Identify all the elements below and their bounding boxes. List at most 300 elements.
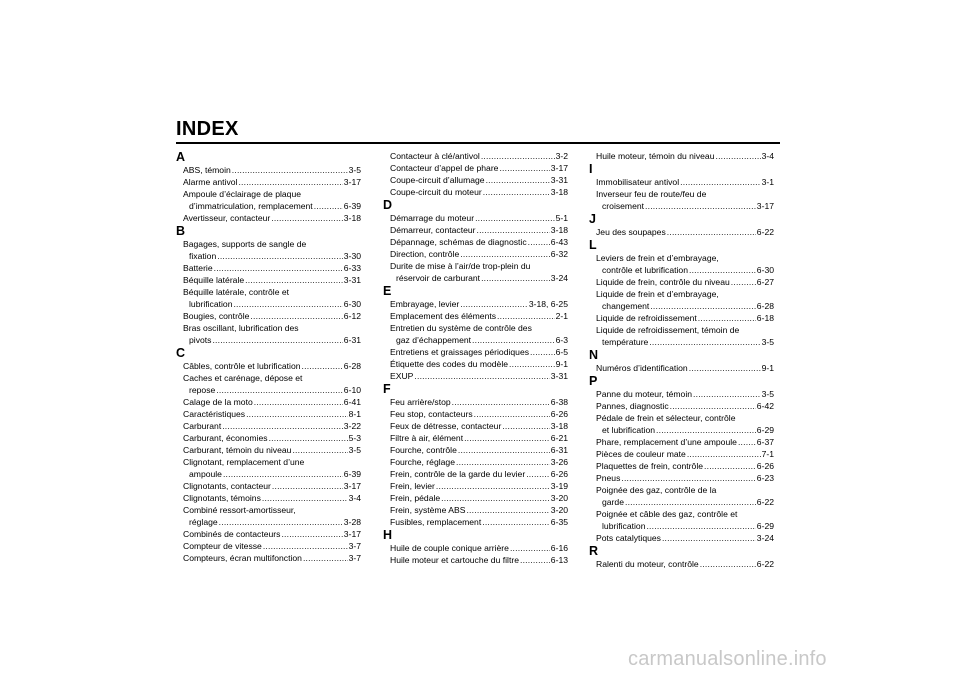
index-entry-page: 6-23	[756, 473, 774, 483]
index-entry-text: Huile de couple conique arrière	[390, 543, 509, 553]
index-section-letter: R	[589, 544, 599, 558]
dot-leader	[223, 468, 343, 480]
index-entry-page: 6-10	[343, 385, 361, 395]
dot-leader	[482, 516, 550, 528]
dot-leader	[246, 408, 347, 420]
index-entry	[383, 408, 568, 420]
index-entry-continued: Poignée et câble des gaz, contrôle et	[596, 509, 738, 519]
index-entry-page: 3-24	[756, 533, 774, 543]
dot-leader	[477, 224, 550, 236]
index-column-1	[176, 150, 361, 564]
index-column-3	[589, 150, 774, 570]
dot-leader	[302, 360, 343, 372]
index-entry-page: 3-5	[761, 337, 774, 347]
dot-leader	[272, 480, 343, 492]
index-column-2	[383, 150, 568, 566]
index-entry	[383, 396, 568, 408]
index-entry-text: Contacteur d’appel de phare	[390, 163, 499, 173]
index-entry-page: 3-18, 6-25	[528, 299, 568, 309]
index-entry-text: Carburant, économies	[183, 433, 268, 443]
index-entry-continued: Durite de mise à l’air/de trop-plein du	[390, 261, 531, 271]
index-entry-page: 5-3	[348, 433, 361, 443]
index-entry-text: lubrification	[189, 299, 233, 309]
index-entry-page: 3-17	[343, 177, 361, 187]
dot-leader	[497, 310, 555, 322]
index-entry	[589, 200, 774, 212]
index-entry	[176, 274, 361, 286]
index-entry-text: Numéros d’identification	[596, 363, 688, 373]
dot-leader	[700, 558, 756, 570]
index-entry	[176, 492, 361, 504]
index-entry	[589, 448, 774, 460]
index-entry	[383, 432, 568, 444]
index-entry	[589, 472, 774, 484]
index-entry	[589, 496, 774, 508]
title-rule	[176, 142, 780, 144]
index-entry	[589, 532, 774, 544]
index-entry-page: 6-27	[756, 277, 774, 287]
index-entry	[383, 420, 568, 432]
dot-leader	[689, 264, 756, 276]
index-section-letter: A	[176, 150, 186, 164]
index-entry-text: Huile moteur et cartouche du filtre	[390, 555, 519, 565]
index-entry-page: 6-39	[343, 201, 361, 211]
index-entry-text: Coupe-circuit du moteur	[390, 187, 482, 197]
index-entry	[383, 370, 568, 382]
index-entry-page: 3-18	[343, 213, 361, 223]
index-entry	[383, 150, 568, 162]
index-entry	[383, 212, 568, 224]
index-entry-text: Compteur de vitesse	[183, 541, 262, 551]
dot-leader	[222, 420, 343, 432]
dot-leader	[292, 444, 347, 456]
index-entry-page: 3-4	[761, 151, 774, 161]
index-entry	[589, 388, 774, 400]
index-entry-text: et lubrification	[602, 425, 656, 435]
index-entry	[383, 492, 568, 504]
index-entry-page: 3-31	[343, 275, 361, 285]
index-entry-text: Phare, remplacement d’une ampoule	[596, 437, 737, 447]
index-entry-text: Pannes, diagnostic	[596, 401, 669, 411]
index-entry	[383, 358, 568, 370]
dot-leader	[254, 396, 343, 408]
index-entry-page: 3-19	[550, 481, 568, 491]
index-entry	[176, 360, 361, 372]
index-entry-text: Feu arrière/stop	[390, 397, 451, 407]
page-title: INDEX	[176, 118, 239, 140]
dot-leader	[486, 174, 550, 186]
dot-leader	[481, 150, 555, 162]
index-entry-text: ABS, témoin	[183, 165, 231, 175]
index-entry-text: Dépannage, schémas de diagnostic	[390, 237, 527, 247]
dot-leader	[314, 200, 343, 212]
index-entry-text: Emplacement des éléments	[390, 311, 497, 321]
index-entry	[383, 310, 568, 322]
dot-leader	[217, 250, 343, 262]
index-entry-text: Béquille latérale	[183, 275, 245, 285]
index-entry-page: 3-5	[761, 389, 774, 399]
index-entry-page: 6-42	[756, 401, 774, 411]
dot-leader	[436, 480, 550, 492]
index-entry-text: lubrification	[602, 521, 646, 531]
dot-leader	[689, 362, 761, 374]
dot-leader	[649, 336, 760, 348]
index-entry-continued: Bras oscillant, lubrification des	[183, 323, 299, 333]
index-entry	[383, 542, 568, 554]
index-entry-continued: Combiné ressort-amortisseur,	[183, 505, 296, 515]
index-entry-continued: Liquide de frein et d’embrayage,	[596, 289, 719, 299]
index-entry-page: 6-18	[756, 313, 774, 323]
index-section-letter: L	[589, 238, 597, 252]
index-entry	[589, 312, 774, 324]
index-entry	[589, 400, 774, 412]
dot-leader	[474, 408, 550, 420]
dot-leader	[219, 516, 343, 528]
index-entry-page: 6-29	[756, 521, 774, 531]
index-entry-text: température	[602, 337, 649, 347]
dot-leader	[680, 176, 760, 188]
index-entry	[176, 334, 361, 346]
index-entry	[589, 520, 774, 532]
index-entry-page: 6-26	[550, 409, 568, 419]
index-section-letter: D	[383, 198, 393, 212]
index-entry	[176, 468, 361, 480]
index-entry-text: Contacteur à clé/antivol	[390, 151, 480, 161]
index-entry	[383, 236, 568, 248]
index-entry-page: 9-1	[761, 363, 774, 373]
index-entry-page: 6-30	[343, 299, 361, 309]
index-entry-continued: Inverseur feu de route/feu de	[596, 189, 707, 199]
index-entry	[383, 334, 568, 346]
dot-leader	[715, 150, 760, 162]
dot-leader	[414, 370, 549, 382]
index-entry-text: pivots	[189, 335, 212, 345]
index-entry-text: Frein, contrôle de la garde du levier	[390, 469, 526, 479]
index-entry-page: 3-1	[761, 177, 774, 187]
dot-leader	[269, 432, 348, 444]
dot-leader	[472, 334, 555, 346]
index-entry-text: réglage	[189, 517, 218, 527]
index-entry-text: Plaquettes de frein, contrôle	[596, 461, 704, 471]
index-entry-text: Frein, pédale	[390, 493, 441, 503]
index-entry-page: 6-3	[555, 335, 568, 345]
index-entry	[589, 362, 774, 374]
index-entry-page: 6-38	[550, 397, 568, 407]
index-section-letter: J	[589, 212, 596, 226]
index-entry	[176, 552, 361, 564]
index-entry-page: 6-22	[756, 227, 774, 237]
dot-leader	[238, 176, 342, 188]
index-entry-page: 3-24	[550, 273, 568, 283]
dot-leader	[460, 298, 528, 310]
index-entry	[176, 250, 361, 262]
dot-leader	[466, 504, 549, 516]
dot-leader	[456, 456, 550, 468]
index-entry-page: 6-26	[756, 461, 774, 471]
index-entry-page: 3-5	[348, 445, 361, 455]
index-entry-page: 3-20	[550, 505, 568, 515]
index-entry-text: Embrayage, levier	[390, 299, 460, 309]
index-section-letter: I	[589, 162, 593, 176]
index-entry-text: Batterie	[183, 263, 213, 273]
index-entry	[176, 480, 361, 492]
index-entry	[176, 200, 361, 212]
index-entry	[589, 150, 774, 162]
dot-leader	[670, 400, 756, 412]
dot-leader	[216, 384, 343, 396]
index-entry	[383, 174, 568, 186]
index-entry-text: garde	[602, 497, 624, 507]
index-entry	[176, 176, 361, 188]
index-entry-continued: Bagages, supports de sangle de	[183, 239, 307, 249]
dot-leader	[262, 492, 348, 504]
index-entry	[383, 346, 568, 358]
index-entry	[383, 468, 568, 480]
index-entry	[176, 298, 361, 310]
dot-leader	[645, 200, 756, 212]
index-entry-page: 3-31	[550, 371, 568, 381]
index-entry-text: repose	[189, 385, 216, 395]
index-entry-text: Fourche, contrôle	[390, 445, 457, 455]
index-entry-continued: Pédale de frein et sélecteur, contrôle	[596, 413, 736, 423]
index-entry	[176, 516, 361, 528]
index-entry-page: 6-28	[756, 301, 774, 311]
index-entry-text: Pneus	[596, 473, 621, 483]
index-entry-page: 3-17	[343, 529, 361, 539]
index-entry	[383, 186, 568, 198]
index-entry-page: 6-22	[756, 559, 774, 569]
index-entry-text: ampoule	[189, 469, 222, 479]
index-entry-text: Clignotants, contacteur	[183, 481, 271, 491]
index-entry	[176, 432, 361, 444]
index-entry-text: Liquide de frein, contrôle du niveau	[596, 277, 730, 287]
index-entry-page: 3-18	[550, 187, 568, 197]
index-entry	[383, 224, 568, 236]
dot-leader	[621, 472, 755, 484]
index-entry-page: 6-22	[756, 497, 774, 507]
dot-leader	[693, 388, 761, 400]
index-entry	[589, 336, 774, 348]
index-entry-text: Calage de la moto	[183, 397, 253, 407]
index-entry-text: changement	[602, 301, 650, 311]
dot-leader	[441, 492, 550, 504]
index-entry-page: 6-30	[756, 265, 774, 275]
dot-leader	[731, 276, 756, 288]
index-entry-page: 3-28	[343, 517, 361, 527]
index-entry-text: croisement	[602, 201, 645, 211]
dot-leader	[646, 520, 755, 532]
index-section-letter: P	[589, 374, 598, 388]
dot-leader	[250, 310, 342, 322]
index-entry-page: 3-31	[550, 175, 568, 185]
index-entry-page: 6-12	[343, 311, 361, 321]
dot-leader	[475, 212, 555, 224]
index-entry	[383, 272, 568, 284]
index-entry-page: 8-1	[348, 409, 361, 419]
index-entry-continued: Béquille latérale, contrôle et	[183, 287, 290, 297]
dot-leader	[245, 274, 343, 286]
dot-leader	[232, 164, 348, 176]
index-entry	[589, 226, 774, 238]
dot-leader	[698, 312, 756, 324]
index-section-letter: N	[589, 348, 599, 362]
dot-leader	[738, 436, 756, 448]
watermark: carmanualsonline.info	[628, 648, 827, 670]
index-entry-page: 6-13	[550, 555, 568, 565]
index-entry-text: Frein, système ABS	[390, 505, 466, 515]
dot-leader	[509, 358, 555, 370]
index-entry-text: Huile moteur, témoin du niveau	[596, 151, 715, 161]
index-entry	[176, 164, 361, 176]
index-entry-continued: Clignotant, remplacement d’une	[183, 457, 305, 467]
dot-leader	[452, 396, 550, 408]
index-entry-page: 3-20	[550, 493, 568, 503]
index-section-letter: E	[383, 284, 392, 298]
index-entry	[176, 262, 361, 274]
index-entry	[176, 396, 361, 408]
index-entry-page: 6-28	[343, 361, 361, 371]
index-entry-text: Ralenti du moteur, contrôle	[596, 559, 699, 569]
index-entry-text: Feux de détresse, contacteur	[390, 421, 502, 431]
index-entry-text: EXUP	[390, 371, 414, 381]
dot-leader	[625, 496, 756, 508]
index-entry-text: gaz d’échappement	[396, 335, 472, 345]
index-entry-text: Jeu des soupapes	[596, 227, 666, 237]
index-entry	[589, 276, 774, 288]
index-entry-page: 5-1	[555, 213, 568, 223]
dot-leader	[481, 272, 550, 284]
dot-leader	[667, 226, 756, 238]
index-entry	[176, 420, 361, 432]
index-entry-page: 3-2	[555, 151, 568, 161]
index-entry-text: Filtre à air, élément	[390, 433, 464, 443]
index-entry-text: contrôle et lubrification	[602, 265, 688, 275]
dot-leader	[656, 424, 756, 436]
index-entry-page: 9-1	[555, 359, 568, 369]
index-entry-text: Direction, contrôle	[390, 249, 460, 259]
index-entry	[176, 310, 361, 322]
index-entry-page: 3-5	[348, 165, 361, 175]
index-entry	[176, 212, 361, 224]
index-section-letter: F	[383, 382, 391, 396]
dot-leader	[687, 448, 761, 460]
index-entry-text: Fusibles, remplacement	[390, 517, 482, 527]
dot-leader	[662, 532, 756, 544]
dot-leader	[214, 262, 343, 274]
index-entry	[383, 504, 568, 516]
index-entry-text: d’immatriculation, remplacement	[189, 201, 313, 211]
index-entry-page: 6-26	[550, 469, 568, 479]
index-entry-page: 2-1	[555, 311, 568, 321]
index-entry-page: 3-4	[348, 493, 361, 503]
index-entry	[589, 424, 774, 436]
index-entry-page: 6-35	[550, 517, 568, 527]
index-entry-text: Fourche, réglage	[390, 457, 455, 467]
index-entry-page: 6-39	[343, 469, 361, 479]
index-entry-text: Carburant	[183, 421, 222, 431]
index-entry	[176, 408, 361, 420]
dot-leader	[704, 460, 756, 472]
index-entry-continued: Leviers de frein et d’embrayage,	[596, 253, 719, 263]
index-entry-page: 3-7	[348, 541, 361, 551]
index-entry	[589, 436, 774, 448]
index-entry-text: Frein, levier	[390, 481, 435, 491]
index-entry-text: Carburant, témoin du niveau	[183, 445, 292, 455]
index-entry	[383, 162, 568, 174]
index-entry-text: Panne du moteur, témoin	[596, 389, 693, 399]
dot-leader	[499, 162, 549, 174]
dot-leader	[502, 420, 549, 432]
dot-leader	[530, 346, 555, 358]
index-entry	[589, 558, 774, 570]
index-entry	[589, 460, 774, 472]
dot-leader	[458, 444, 550, 456]
index-entry-page: 6-33	[343, 263, 361, 273]
index-entry-text: fixation	[189, 251, 217, 261]
index-entry-page: 3-17	[550, 163, 568, 173]
index-entry-text: Démarreur, contacteur	[390, 225, 476, 235]
index-entry-page: 6-5	[555, 347, 568, 357]
index-entry-text: Câbles, contrôle et lubrification	[183, 361, 301, 371]
index-entry-text: Feu stop, contacteurs	[390, 409, 473, 419]
index-entry-page: 3-17	[756, 201, 774, 211]
index-entry-continued: Entretien du système de contrôle des	[390, 323, 532, 333]
dot-leader	[263, 540, 348, 552]
dot-leader	[212, 334, 342, 346]
index-entry-page: 6-41	[343, 397, 361, 407]
index-entry	[589, 300, 774, 312]
dot-leader	[281, 528, 342, 540]
index-entry-page: 3-26	[550, 457, 568, 467]
index-entry-text: Pots catalytiques	[596, 533, 661, 543]
index-entry	[589, 176, 774, 188]
index-entry-text: Démarrage du moteur	[390, 213, 475, 223]
index-entry-page: 3-17	[343, 481, 361, 491]
index-section-letter: H	[383, 528, 393, 542]
dot-leader	[483, 186, 550, 198]
dot-leader	[520, 554, 550, 566]
index-entry-text: Caractéristiques	[183, 409, 246, 419]
index-section-letter: C	[176, 346, 186, 360]
index-entry	[176, 444, 361, 456]
index-entry-continued: Ampoule d’éclairage de plaque	[183, 189, 302, 199]
index-section-letter: B	[176, 224, 186, 238]
index-entry	[383, 516, 568, 528]
index-entry	[383, 554, 568, 566]
dot-leader	[510, 542, 550, 554]
index-entry-page: 3-18	[550, 225, 568, 235]
dot-leader	[233, 298, 342, 310]
dot-leader	[650, 300, 755, 312]
index-entry-page: 6-32	[550, 249, 568, 259]
index-entry-text: Liquide de refroidissement	[596, 313, 697, 323]
dot-leader	[303, 552, 348, 564]
index-entry-page: 6-31	[550, 445, 568, 455]
index-entry-continued: Poignée des gaz, contrôle de la	[596, 485, 717, 495]
index-entry-text: Immobilisateur antivol	[596, 177, 680, 187]
index-entry-text: réservoir de carburant	[396, 273, 481, 283]
index-entry-continued: Liquide de refroidissement, témoin de	[596, 325, 740, 335]
index-entry-page: 6-43	[550, 237, 568, 247]
index-entry-continued: Caches et carénage, dépose et	[183, 373, 303, 383]
dot-leader	[464, 432, 550, 444]
index-entry	[176, 540, 361, 552]
index-entry-text: Avertisseur, contacteur	[183, 213, 271, 223]
index-entry-text: Combinés de contacteurs	[183, 529, 281, 539]
index-entry-page: 7-1	[761, 449, 774, 459]
index-entry	[383, 248, 568, 260]
index-entry-page: 3-7	[348, 553, 361, 563]
